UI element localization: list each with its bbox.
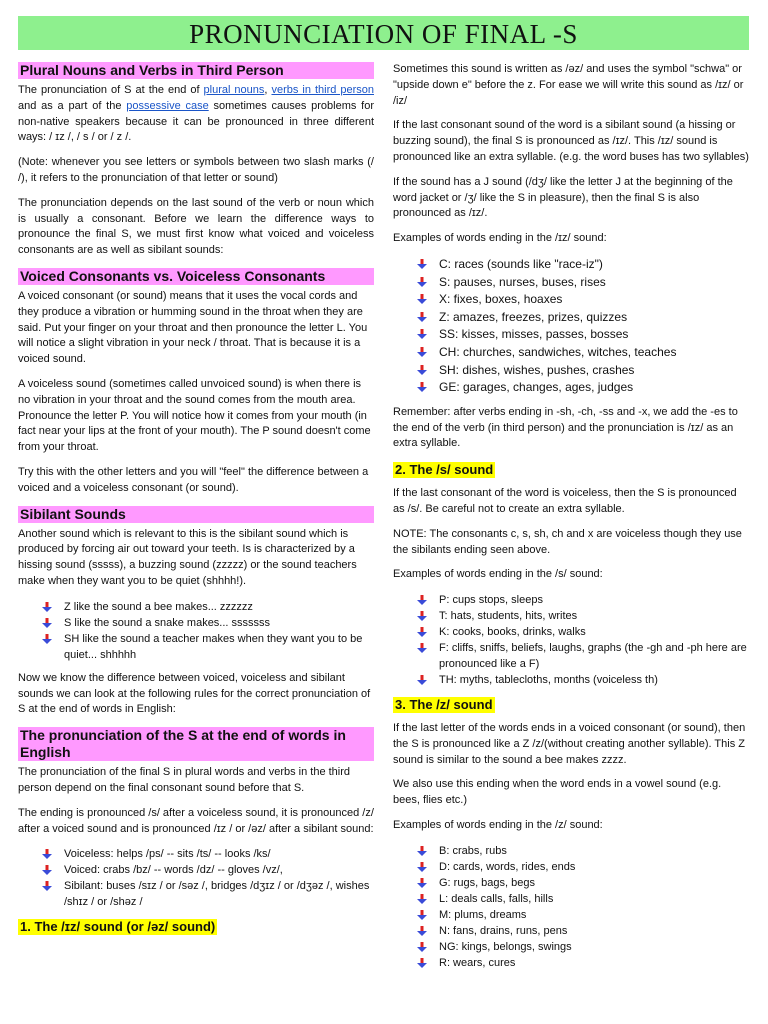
heading-plural-nouns: Plural Nouns and Verbs in Third Person bbox=[18, 62, 374, 79]
list-item bbox=[42, 631, 374, 663]
remember-paragraph: Remember: after verbs ending in -sh, -ch, -ss and -x, we add the -es to the end of the verb (in third person) and the pronunciation is /ɪz/ as an extra syllable. bbox=[393, 405, 738, 450]
z-sound-paragraph: If the last letter of the words ends in a voiced consonant (or sound), then the S is pronounced like a Z /z/(without creating another syllable). This Z sound is similar to the sound a bee makes zzzz. bbox=[393, 722, 746, 766]
list-item-text: C: races (sounds like "race-iz") bbox=[439, 256, 603, 271]
rules-list bbox=[18, 846, 374, 910]
arrow-bullet-icon bbox=[42, 602, 52, 612]
list-item bbox=[417, 608, 749, 624]
list-item bbox=[42, 862, 374, 878]
list-item-text: GE: garages, changes, ages, judges bbox=[439, 380, 634, 395]
arrow-bullet-icon bbox=[417, 675, 427, 685]
arrow-bullet-icon bbox=[417, 627, 427, 637]
list-item-text: D: cards, words, rides, ends bbox=[439, 860, 576, 873]
list-item bbox=[417, 309, 749, 327]
list-item-text: Z: amazes, freezes, prizes, quizzes bbox=[439, 309, 628, 324]
list-item-text: X: fixes, boxes, hoaxes bbox=[439, 292, 563, 307]
arrow-bullet-icon bbox=[417, 259, 427, 269]
link-plural-nouns[interactable]: plural nouns bbox=[203, 84, 265, 96]
heading-voiced-consonants: Voiced Consonants vs. Voiceless Consonants bbox=[18, 268, 374, 285]
voiced-paragraph: A voiced consonant (or sound) means that it uses the vocal cords and they produce a vibration or humming sound in the throat when they are said. Put your finger on your throat and then pronounce the letter L. You will notice a slight vibration in your neck / throat. That is because it is a voiced sound. bbox=[18, 289, 368, 366]
arrow-bullet-icon bbox=[417, 382, 427, 392]
arrow-bullet-icon bbox=[417, 942, 427, 952]
arrow-bullet-icon bbox=[417, 329, 427, 339]
arrow-bullet-icon bbox=[417, 365, 427, 375]
arrow-bullet-icon bbox=[417, 347, 427, 357]
list-item-text: G: rugs, bags, begs bbox=[439, 876, 535, 889]
list-item-text: S: pauses, nurses, buses, rises bbox=[439, 274, 606, 289]
s-examples-list bbox=[393, 592, 749, 688]
list-item bbox=[42, 878, 374, 910]
schwa-paragraph: Sometimes this sound is written as /əz/ and uses the symbol "schwa" or "upside down e" before the z. For ease we will write this sound as /ɪz/ or /iz/ bbox=[393, 63, 744, 107]
list-item-text: Sibilant: buses /sɪz / or /səz /, bridges /dʒɪz / or /dʒəz /, wishes /shɪz / or /shəz / bbox=[64, 880, 370, 909]
list-item bbox=[417, 939, 749, 955]
arrow-bullet-icon bbox=[417, 294, 427, 304]
list-item-text: L: deals calls, falls, hills bbox=[439, 892, 554, 905]
heading-pronunciation-rules: The pronunciation of the S at the end of words in English bbox=[18, 727, 374, 761]
examples-z-label: Examples of words ending in the /z/ sound: bbox=[393, 819, 603, 832]
iz-examples-list bbox=[393, 256, 749, 397]
arrow-bullet-icon bbox=[42, 634, 52, 644]
list-item bbox=[42, 615, 374, 631]
list-item-text: B: crabs, rubs bbox=[439, 844, 507, 857]
voiceless-paragraph: A voiceless sound (sometimes called unvoiced sound) is when there is no vibration in your throat and the sound comes from the mouth area. Pronounce the letter P. You will notice how it comes from your mouth (in fact near your lips at the front of your mouth). The P sound doesn't come from your throat. bbox=[18, 377, 371, 454]
arrow-bullet-icon bbox=[417, 611, 427, 621]
list-item bbox=[417, 624, 749, 640]
intro-text-c: and as a part of the bbox=[18, 99, 127, 112]
page-title: PRONUNCIATION OF FINAL -S bbox=[18, 16, 749, 50]
list-item-text: SH: dishes, wishes, pushes, crashes bbox=[439, 362, 635, 377]
s-sound-paragraph: If the last consonant of the word is voiceless, then the S is pronounced as /s/. Be careful not to create an extra syllable. bbox=[393, 487, 737, 515]
try-paragraph: Try this with the other letters and you will "feel" the difference between a voiced and a voiceless consonant (or sound). bbox=[18, 465, 369, 494]
arrow-bullet-icon bbox=[417, 277, 427, 287]
arrow-bullet-icon bbox=[417, 894, 427, 904]
list-item bbox=[417, 379, 749, 397]
z-vowel-paragraph: We also use this ending when the word ends in a vowel sound (e.g. bees, flies etc.) bbox=[393, 778, 722, 807]
list-item bbox=[417, 891, 749, 907]
intro-text-d: sometimes causes problems for non-native speakers because it can be pronounced in three different ways: / ɪz /, / s / or / z /. bbox=[18, 99, 374, 144]
arrow-bullet-icon bbox=[417, 595, 427, 605]
list-item bbox=[417, 592, 749, 608]
list-item-text: P: cups stops, sleeps bbox=[439, 594, 543, 607]
heading-sibilant-sounds: Sibilant Sounds bbox=[18, 506, 374, 523]
arrow-bullet-icon bbox=[417, 312, 427, 322]
s-sound-note: NOTE: The consonants c, s, sh, ch and x are voiceless though they use the sibilants ending seen above. bbox=[393, 527, 742, 556]
right-column bbox=[393, 62, 749, 979]
arrow-bullet-icon bbox=[42, 849, 52, 859]
sibilant-rule-paragraph: If the last consonant sound of the word is a sibilant sound (a hissing or buzzing sound), the final S is pronounced as /ɪz/. This /ɪz/ sound is pronounced like an extra syllable. (e.g. the word buses has two syllables) bbox=[393, 119, 749, 163]
arrow-bullet-icon bbox=[417, 926, 427, 936]
list-item-text: N: fans, drains, runs, pens bbox=[439, 924, 568, 937]
list-item-text: TH: myths, tablecloths, months (voiceless th) bbox=[439, 674, 658, 687]
list-item bbox=[417, 344, 749, 362]
arrow-bullet-icon bbox=[417, 878, 427, 888]
list-item bbox=[42, 846, 374, 862]
arrow-bullet-icon bbox=[42, 618, 52, 628]
list-item bbox=[417, 843, 749, 859]
list-item-text: Voiced: crabs /bz/ -- words /dz/ -- gloves /vz/, bbox=[64, 864, 283, 877]
arrow-bullet-icon bbox=[417, 910, 427, 920]
list-item bbox=[417, 955, 749, 971]
list-item bbox=[417, 907, 749, 923]
list-item-text: CH: churches, sandwiches, witches, teaches bbox=[439, 344, 677, 359]
sibilant-list bbox=[18, 599, 374, 663]
list-item-text: K: cooks, books, drinks, walks bbox=[439, 626, 586, 639]
now-paragraph: Now we know the difference between voiced, voiceless and sibilant sounds we can look at the following rules for the correct pronunciation of S at the end of words in English: bbox=[18, 671, 371, 716]
heading-iz-sound: 1. The /ɪz/ sound (or /əz/ sound) bbox=[20, 919, 216, 935]
heading-z-sound: 3. The /z/ sound bbox=[395, 697, 493, 713]
arrow-bullet-icon bbox=[42, 865, 52, 875]
list-item bbox=[417, 362, 749, 380]
list-item-text: F: cliffs, sniffs, beliefs, laughs, graphs (the -gh and -ph here are pronounced like a F) bbox=[439, 642, 747, 671]
heading-s-sound: 2. The /s/ sound bbox=[395, 462, 494, 478]
list-item-text: SS: kisses, misses, passes, bosses bbox=[439, 327, 629, 342]
z-examples-list bbox=[393, 843, 749, 971]
list-item-text: SH like the sound a teacher makes when they want you to be quiet... shhhhh bbox=[64, 632, 363, 661]
j-sound-paragraph: If the sound has a J sound (/dʒ/ like the letter J at the beginning of the word jacket or /ʒ/ like the S in pleasure), then the final S is also pronounced as /ɪz/. bbox=[393, 175, 733, 220]
list-item bbox=[417, 291, 749, 309]
arrow-bullet-icon bbox=[417, 862, 427, 872]
list-item bbox=[417, 274, 749, 292]
examples-s-label: Examples of words ending in the /s/ sound: bbox=[393, 568, 603, 581]
note-paragraph: (Note: whenever you see letters or symbols between two slash marks (/ /), it refers to the pronunciation of that letter or sound) bbox=[18, 156, 374, 184]
intro-text-b: , bbox=[264, 84, 272, 96]
arrow-bullet-icon bbox=[417, 846, 427, 856]
rules-paragraph-2: The ending is pronounced /s/ after a voiceless sound, it is pronounced /z/ after a voiced sound and is pronounced /ɪz / or /əz/ after a sibilant sound: bbox=[18, 806, 374, 835]
list-item-text: NG: kings, belongs, swings bbox=[439, 940, 572, 953]
list-item bbox=[417, 923, 749, 939]
list-item-text: Voiceless: helps /ps/ -- sits /ts/ -- looks /ks/ bbox=[64, 848, 271, 861]
examples-iz-label: Examples of words ending in the /ɪz/ sound: bbox=[393, 232, 607, 245]
depends-paragraph: The pronunciation depends on the last sound of the verb or noun which is usually a consonant. Before we learn the difference ways to pronounce the final S, we must first know what voiced and voiceless consonants are as well as sibilant sounds: bbox=[18, 196, 374, 257]
list-item bbox=[417, 256, 749, 274]
list-item bbox=[417, 640, 749, 672]
arrow-bullet-icon bbox=[417, 643, 427, 653]
sibilant-paragraph: Another sound which is relevant to this is the sibilant sound which is produced by forcing air out toward your teeth. Is is characterized by a hissing sound (sssss), a buzzing sound (zzzzz) or the sound teachers make when they want you to be quiet (shhhh!). bbox=[18, 527, 357, 587]
list-item-text: M: plums, dreams bbox=[439, 908, 527, 921]
arrow-bullet-icon bbox=[417, 958, 427, 968]
list-item bbox=[417, 875, 749, 891]
list-item bbox=[417, 859, 749, 875]
list-item-text: T: hats, students, hits, writes bbox=[439, 610, 578, 623]
intro-text-a: The pronunciation of S at the end of bbox=[18, 84, 204, 96]
list-item bbox=[417, 326, 749, 344]
intro-paragraph bbox=[18, 83, 374, 146]
list-item bbox=[417, 672, 749, 688]
arrow-bullet-icon bbox=[42, 881, 52, 891]
list-item-text: S like the sound a snake makes... sssssss bbox=[64, 616, 271, 629]
link-possessive-case[interactable]: possessive case bbox=[126, 99, 209, 112]
rules-paragraph-1: The pronunciation of the final S in plural words and verbs in the third person depend on the final consonant sound before that S. bbox=[18, 766, 351, 794]
list-item bbox=[42, 599, 374, 615]
left-column bbox=[18, 62, 374, 943]
link-verbs-third-person[interactable]: verbs in third person bbox=[271, 84, 374, 96]
list-item-text: R: wears, cures bbox=[439, 956, 516, 969]
list-item-text: Z like the sound a bee makes... zzzzzz bbox=[64, 600, 253, 613]
